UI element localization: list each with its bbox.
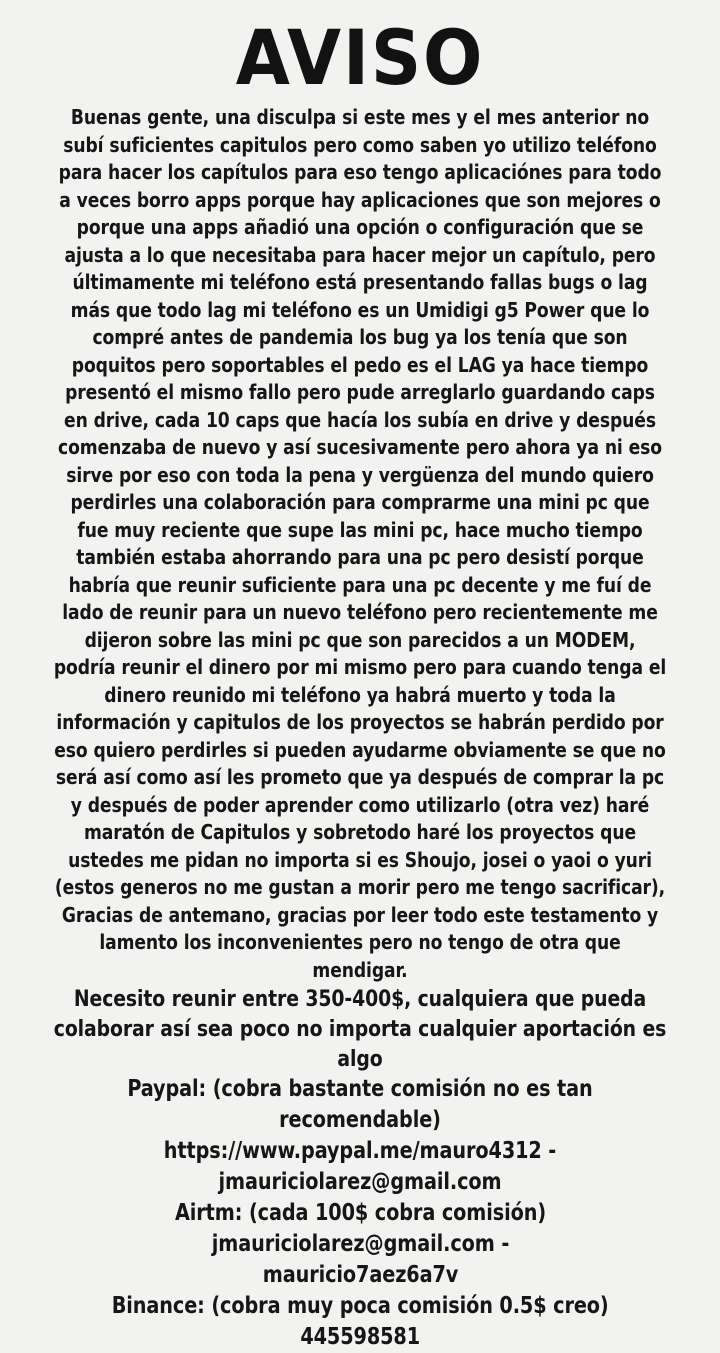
payment-method-paypal bbox=[52, 1074, 668, 1198]
paypal-heading: Paypal: (cobra bastante comisión no es tan recomendable) bbox=[127, 1076, 593, 1134]
main-paragraph: Buenas gente, una disculpa si este mes y el mes anterior no subí suficientes capitulos pero como saben yo utilizo teléfono para hacer los capítulos para eso tengo aplicaciónes para todo a veces borro apps porque hay aplicaciones que son mejores o porque una apps añadió una opción o configuración que se ajusta a lo que necesitaba para hacer mejor un capítulo, pero últimamente mi teléfono está presentando fallas bugs o lag más que todo lag mi teléfono es un Umidigi g5 Power que lo compré antes de pandemia los bug ya los tenía que son poquitos pero soportables el pedo es el LAG ya hace tiempo presentó el mismo fallo pero pude arreglarlo guardando caps en drive, cada 10 caps que hacía los subía en drive y después comenzaba de nuevo y así sucesivamente pero ahora ya ni eso sirve por eso con toda la pena y vergüenza del mundo quiero perdirles una colaboración para comprarme una mini pc que fue muy reciente que supe las mini pc, hace mucho tiempo también estaba ahorrando para una pc pero desistí porque habría que reunir suficiente para una pc decente y me fuí de lado de reunir para un nuevo teléfono pero recientemente me dijeron sobre las mini pc que son parecidos a un MODEM, podría reunir el dinero por mi mismo pero para cuando tenga el dinero reunido mi teléfono ya habrá muerto y toda la información y capitulos de los proyectos se habrán perdido por eso quiero perdirles si pueden ayudarme obviamente se que no será así como así les prometo que ya después de comprar la pc y después de poder aprender como utilizarlo (otra vez) haré maratón de Capitulos y sobretodo haré los proyectos que ustedes me pidan no importa si es Shoujo, josei o yaoi o yuri (estos generos no me gustan a morir pero me tengo sacrificar), Gracias de antemano, gracias por leer todo este testamento y lamento los inconvenientes pero no tengo de otra que mendigar. bbox=[53, 105, 667, 982]
paypal-email: jmauriciolarez@gmail.com bbox=[218, 1169, 502, 1196]
payment-method-binance bbox=[112, 1291, 609, 1353]
funding-goal-text: Necesito reunir entre 350-400$, cualquiera que pueda colaborar así sea poco no importa cualquier aportación es algo bbox=[53, 986, 667, 1073]
airtm-username: mauricio7aez6a7v bbox=[262, 1262, 458, 1289]
paypal-link[interactable]: https://www.paypal.me/mauro4312 - bbox=[163, 1138, 557, 1165]
binance-id: 445598581 bbox=[300, 1324, 420, 1351]
airtm-heading: Airtm: (cada 100$ cobra comisión) bbox=[174, 1200, 546, 1227]
page-title: AVISO bbox=[235, 13, 485, 102]
payment-method-airtm bbox=[174, 1198, 545, 1291]
binance-heading: Binance: (cobra muy poca comisión 0.5$ creo) bbox=[111, 1293, 609, 1320]
airtm-email: jmauriciolarez@gmail.com - bbox=[211, 1231, 509, 1258]
